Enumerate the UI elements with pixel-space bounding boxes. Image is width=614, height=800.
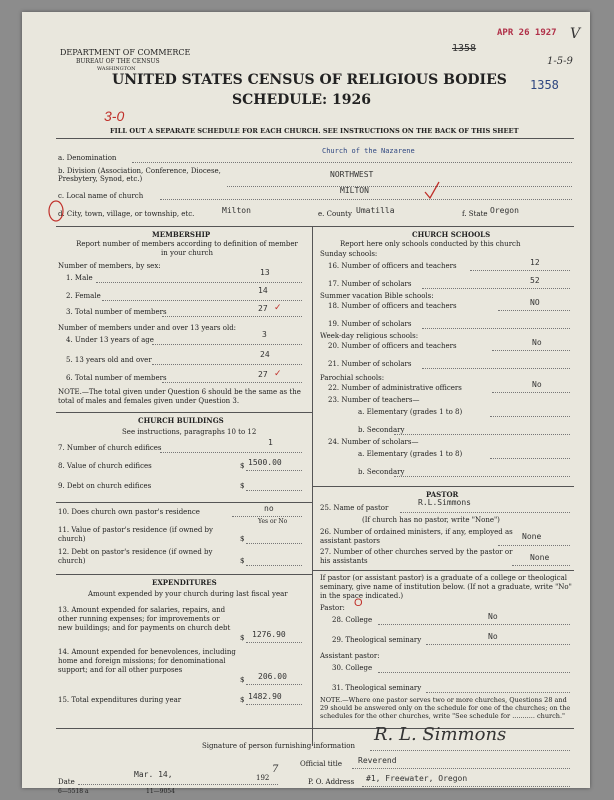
q24-label: 24. Number of scholars— [328, 438, 419, 446]
struck-number: 1358 [452, 43, 477, 54]
q28-label: 28. College [332, 616, 373, 624]
membership-heading: MEMBERSHIP [152, 230, 211, 239]
date-value: Mar. 14, [134, 770, 173, 779]
q25-value: R.L.Simmons [418, 498, 471, 507]
schools-heading: CHURCH SCHOOLS [412, 230, 491, 239]
q28-value: No [488, 612, 498, 621]
q29-value: No [488, 632, 498, 641]
q10-value: no [264, 504, 274, 513]
check-mark: V [570, 26, 581, 42]
graduate-note: If pastor (or assistant pastor) is a graduate of a college or theological seminary, give name of institution below. (If not a graduate, write "No" in the space indicated.) [320, 574, 572, 600]
state-value: Oregon [490, 206, 519, 215]
q17-value: 52 [530, 276, 540, 285]
red-code: 3-0 [104, 108, 125, 124]
city-field-label: d. City, town, village, or township, etc. [58, 210, 195, 218]
q22-value: No [532, 380, 542, 389]
assistant-pastor-label: Assistant pastor: [320, 652, 380, 660]
q18-value: NO [530, 298, 540, 307]
q20-value: No [532, 338, 542, 347]
q8-label: 8. Value of church edifices [58, 462, 152, 470]
q19-label: 19. Number of scholars [328, 320, 412, 328]
schedule-title: SCHEDULE: 1926 [232, 92, 372, 108]
pastor-sub-label: Pastor: [320, 604, 345, 612]
department-label: DEPARTMENT OF COMMERCE [60, 48, 191, 57]
q1-label: 1. Male [66, 274, 93, 282]
buildings-subtitle: See instructions, paragraphs 10 to 12 [122, 428, 257, 436]
denomination-label: a. Denomination [58, 154, 117, 162]
age-label: Number of members under and over 13 years old: [58, 324, 237, 332]
form-number: 6—5518 a [58, 788, 89, 795]
print-number: 11—9054 [146, 788, 175, 795]
city-value: Milton [222, 206, 251, 215]
received-date-stamp: APR 26 1927 [497, 28, 557, 38]
q25-label: 25. Name of pastor [320, 504, 389, 512]
q6-value: 27 [258, 370, 268, 379]
signature: R. L. Simmons [374, 724, 507, 745]
q10-label: 10. Does church own pastor's residence [58, 508, 200, 516]
q23b-label: b. Secondary [358, 426, 405, 434]
year-suffix: 7 [272, 764, 279, 775]
q21-label: 21. Number of scholars [328, 360, 412, 368]
q14-label: 14. Amount expended for benevolences, including home and foreign missions; for denominational support; and for all other purposes [58, 648, 236, 674]
q7-value: 1 [268, 438, 273, 447]
division-label: b. Division (Association, Conference, Diocese, Presbytery, Synod, etc.) [58, 167, 221, 183]
q23a-label: a. Elementary (grades 1 to 8) [358, 408, 463, 416]
state-label: f. State [462, 210, 488, 218]
members-by-sex-label: Number of members, by sex: [58, 262, 161, 270]
q5-label: 5. 13 years old and over [66, 356, 152, 364]
q11-label: 11. Value of pastor's residence (if owned by church) [58, 526, 213, 543]
buildings-heading: CHURCH BUILDINGS [138, 416, 224, 425]
divider [56, 412, 312, 413]
q4-label: 4. Under 13 years of age [66, 336, 154, 344]
yes-or-no-hint: Yes or No [258, 518, 288, 525]
divider [312, 486, 574, 487]
signature-label: Signature of person furnishing information [202, 742, 356, 750]
q26-label: 26. Number of ordained ministers, if any, employed as assistant pastors [320, 528, 513, 545]
q26-value: None [522, 532, 542, 541]
q31-label: 31. Theological seminary [332, 684, 422, 692]
year-prefix: 192 [256, 774, 270, 782]
divider [56, 138, 574, 139]
local-name-label: c. Local name of church [58, 192, 144, 200]
q7-label: 7. Number of church edifices [58, 444, 162, 452]
q3-label: 3. Total number of members [66, 308, 167, 316]
q1-value: 13 [260, 268, 270, 277]
date-label: Date [58, 778, 75, 786]
q16-value: 12 [530, 258, 540, 267]
q27-value: None [530, 553, 550, 562]
pencil-code: 1-5-9 [547, 56, 573, 67]
q30-label: 30. College [332, 664, 373, 672]
red-circle-mark [42, 196, 72, 226]
q29-label: 29. Theological seminary [332, 636, 422, 644]
q14-value: 206.00 [258, 672, 287, 681]
q27-label: 27. Number of other churches served by the pastor or his assistants [320, 548, 513, 565]
red-pastor-mark: O [354, 597, 363, 609]
po-address-value: #1, Freewater, Oregon [366, 774, 468, 783]
q6-label: 6. Total number of members [66, 374, 167, 382]
q20-label: 20. Number of officers and teachers [328, 342, 457, 350]
division-value: NORTHWEST [330, 170, 374, 179]
q15-value: 1482.90 [248, 692, 282, 701]
q13-value: 1276.90 [252, 630, 286, 639]
divider [56, 574, 312, 575]
denomination-stamp: Church of the Nazarene [322, 147, 415, 155]
q2-label: 2. Female [66, 292, 101, 300]
red-check-mark [422, 180, 442, 202]
bureau-label: BUREAU OF THE CENSUS [76, 58, 160, 65]
q23-label: 23. Number of teachers— [328, 396, 420, 404]
q17-label: 17. Number of scholars [328, 280, 412, 288]
membership-note: NOTE.—The total given under Question 6 should be the same as the total of males and females given under Question 3. [58, 388, 301, 405]
county-value: Umatilla [356, 206, 395, 215]
blue-number: 1358 [530, 78, 559, 92]
pastor-note: NOTE.—Where one pastor serves two or more churches, Questions 28 and 29 should be answered only on the schedule for one of the churches; on the schedules for the other churches, write "See schedule for ........... church." [320, 696, 571, 720]
summer-label: Summer vacation Bible schools: [320, 292, 434, 300]
q16-label: 16. Number of officers and teachers [328, 262, 457, 270]
divider [56, 502, 312, 503]
census-schedule-sheet: DEPARTMENT OF COMMERCE BUREAU OF THE CENSUS WASHINGTON UNITED STATES CENSUS OF RELIGIOUS BODIES SCHEDULE: 1926 APR 26 1927 V 1358 1-5-9 1358 3-0 FILL OUT A SEPARATE SCHEDULE FOR EACH CHURCH. SEE INSTRUCTIONS ON THE BACK OF THIS SHEET a. Denomination Church of the Nazarene b. Division (Association, Conference, Diocese, Presbytery, Synod, etc.) NORTHWEST c. Local name of church MILTON d. City, town, village, or township, etc. Milton e. County Umatilla f. State Oregon MEMBERSHIP Report number of members according to definition of member in your church Number of members, by sex: 1. Male 13 2. Female 14 3. Total number of members 27 ✓ Number of members under and over 13 years old: 4. Under 13 years of age 3 5. 13 years old and over 24 6. Total number of members 27 ✓ NOTE.—The total given under Question 6 should be the same as the total of males and females given under Question 3. CHURCH BUILDINGS See instructions, paragraphs 10 to 12 7. Number of church edifices 1 8. Value of church edifices $ 1500.00 9. Debt on church edifices $ 10. Does church own pastor's residence no Yes or No 11. Value of pastor's residence (if owned by church) $ 12. Debt on pastor's residence (if owned by church) $ EXPENDITURES Amount expended by your church during last fiscal year 13. Amount expended for salaries, repairs, and other running expenses; for improvements or new buildings; and for payments on church debt $ 1276.90 14. Amount expended for benevolences, including home and foreign missions; for denominational support; and for all other purposes $ 206.00 15. Total expenditures during year $ 1482.90 CHURCH SCHOOLS Report here only schools conducted by this church Sunday schools: 16. Number of officers and teachers 12 17. Number of scholars 52 Summer vacation Bible schools: 18. Number of officers and teachers NO 19. Number of scholars Week-day religious schools: 20. Number of officers and teachers No 21. Number of scholars Parochial schools: 22. Number of administrative officers No 23. Number of teachers— a. Elementary (grades 1 to 8) b. Secondary 24. Number of scholars— a. Elementary (grades 1 to 8) b. Secondary PASTOR 25. Name of pastor R.L.Simmons (If church has no pastor, write "None") 26. Number of ordained ministers, if any, employed as assistant pastors None 27. Number of other churches served by the pastor or his assistants None If pastor (or assistant pastor) is a graduate of a college or theological seminary, give name of institution below. (If not a graduate, write "No" in the space indicated.) Pastor: O 28. College No 29. Theological seminary No Assistant pastor: 30. College 31. Theological seminary NOTE.—Where one pastor serves two or more churches, Questions 28 and 29 should be answered only on the schedule for one of the churches; on the schedules for the other churches, write "See schedule for ........... church." Signature of person furnishing information R. L. Simmons Official title Reverend Date Mar. 14, 192 7 P. O. Address #1, Freewater, Oregon 6—5518 a 11—9054 [22, 12, 590, 788]
schools-subtitle: Report here only schools conducted by this church [340, 240, 521, 248]
parochial-label: Parochial schools: [320, 374, 385, 382]
po-address-label: P. O. Address [308, 778, 355, 786]
official-title-value: Reverend [358, 756, 397, 765]
divider [312, 570, 574, 571]
form-title: UNITED STATES CENSUS OF RELIGIOUS BODIES [112, 72, 507, 88]
sunday-label: Sunday schools: [320, 250, 378, 258]
q3-value: 27 [258, 304, 268, 313]
official-title-label: Official title [300, 760, 342, 768]
q4-value: 3 [262, 330, 267, 339]
q15-label: 15. Total expenditures during year [58, 696, 182, 704]
q24b-label: b. Secondary [358, 468, 405, 476]
local-name-value: MILTON [340, 186, 369, 195]
q13-label: 13. Amount expended for salaries, repairs, and other running expenses; for improvements or new buildings; and for payments on church debt [58, 606, 231, 632]
membership-subtitle: Report number of members according to definition of member in your church [76, 240, 298, 257]
divider [56, 226, 574, 227]
q5-value: 24 [260, 350, 270, 359]
q8-value: 1500.00 [248, 458, 282, 467]
q9-label: 9. Debt on church edifices [58, 482, 152, 490]
q18-label: 18. Number of officers and teachers [328, 302, 457, 310]
q12-label: 12. Debt on pastor's residence (if owned by church) [58, 548, 213, 565]
q24a-label: a. Elementary (grades 1 to 8) [358, 450, 463, 458]
q2-value: 14 [258, 286, 268, 295]
county-label: e. County [318, 210, 352, 218]
expenditures-heading: EXPENDITURES [152, 578, 217, 587]
weekday-label: Week-day religious schools: [320, 332, 419, 340]
pastor-heading: PASTOR [426, 490, 459, 499]
city-label: WASHINGTON [97, 66, 136, 72]
q22-label: 22. Number of administrative officers [328, 384, 462, 392]
expenditures-subtitle: Amount expended by your church during last fiscal year [88, 590, 288, 598]
q25-note: (If church has no pastor, write "None") [362, 516, 500, 524]
separate-schedule-instruction: FILL OUT A SEPARATE SCHEDULE FOR EACH CHURCH. SEE INSTRUCTIONS ON THE BACK OF THIS SHEET [110, 127, 519, 135]
